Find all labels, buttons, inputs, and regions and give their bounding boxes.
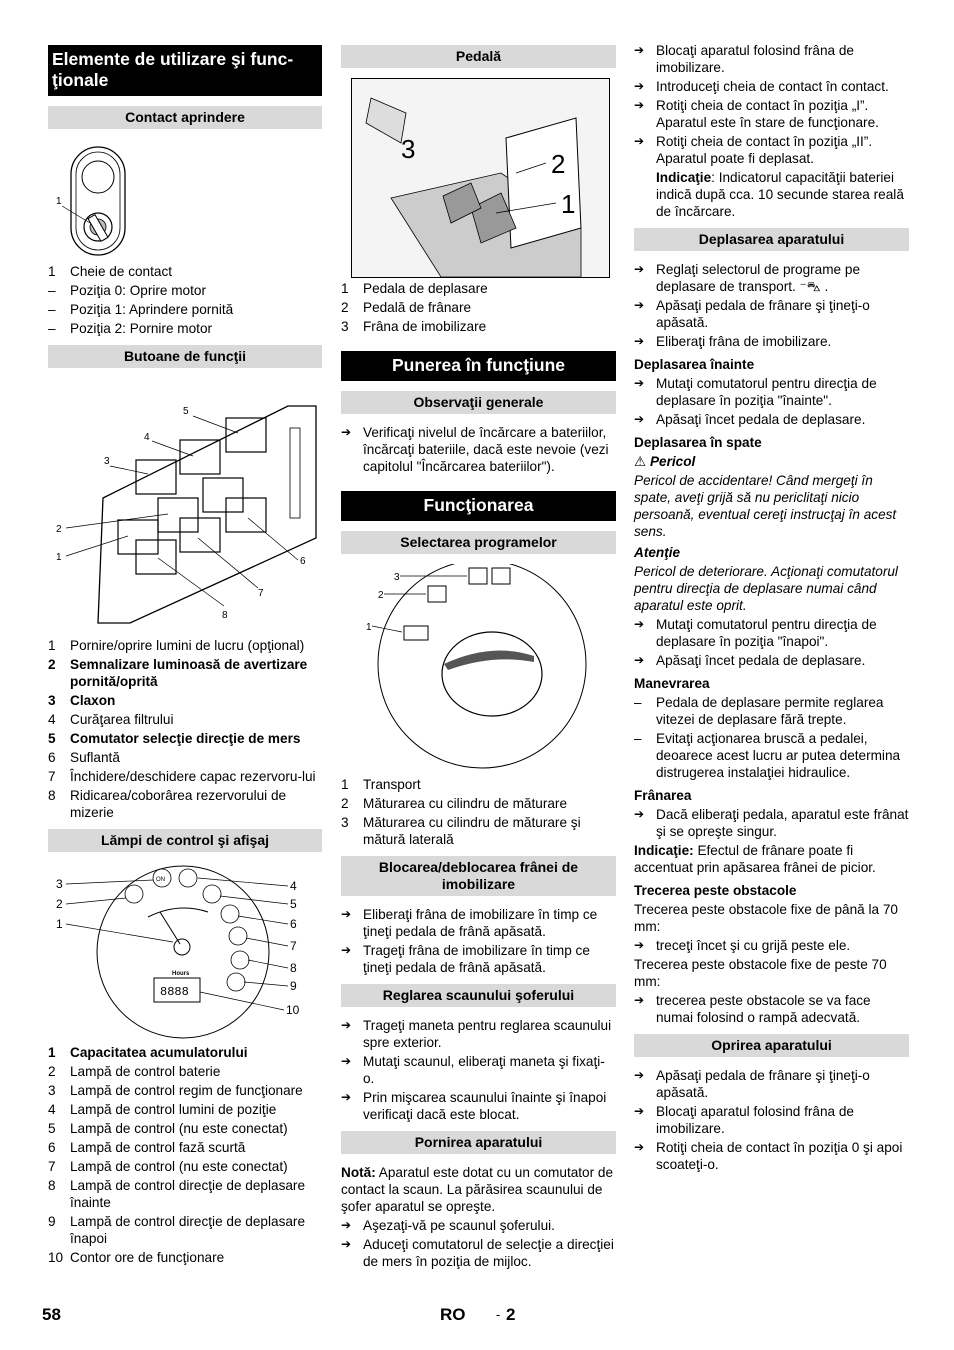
page-number: 58	[42, 1305, 61, 1324]
arrow-right-icon: ➔	[634, 298, 645, 312]
danger-label: ⚠ Pericol	[634, 454, 696, 469]
heading-general: Observaţii generale	[341, 391, 616, 414]
arrow-right-icon: ➔	[634, 1104, 645, 1118]
battery-gauge-arc	[148, 908, 208, 917]
callout-line-7	[246, 938, 288, 946]
callout-10: 10	[286, 1003, 300, 1017]
callout-1: 1	[56, 917, 63, 931]
lamp-reverse	[227, 973, 245, 991]
arrow-right-icon: ➔	[634, 376, 645, 390]
obstacle-text-2: Trecerea peste obstacole fixe de peste 70 mm:	[634, 957, 887, 989]
callout-6: 6	[300, 556, 306, 567]
arrow-right-icon: ➔	[634, 1068, 645, 1082]
obstacle-text-1: Trecerea peste obstacole fixe de până la 70 mm:	[634, 902, 898, 934]
legend-item: 8 Ridicarea/coborârea rezervorului de mizerie	[48, 788, 287, 820]
step-item: ➔ Rotiţi cheia de contact în poziţia „I”. Aparatul este în stare de funcţionare.	[634, 98, 879, 130]
step-item: ➔ Mutaţi comutatorul pentru direcţia de deplasare în poziţia "înapoi".	[634, 617, 877, 649]
selector-pointer	[444, 651, 534, 670]
legend-item: 6 Suflantă	[48, 750, 120, 765]
pedal-legend	[341, 280, 616, 335]
language-code: RO	[440, 1305, 466, 1324]
program-icon-sweep	[428, 586, 446, 602]
section-title-operation: Funcţionarea	[341, 491, 616, 521]
column-3	[634, 42, 909, 1175]
section-title-controls: Elemente de utilizare şi func-ţionale	[48, 45, 322, 96]
step-item: ➔ Reglaţi selectorul de programe pe deplasare de transport. ⁻⛍ .	[634, 262, 861, 294]
step-item: ➔ Verificaţi nivelul de încărcare a bateriilor, încărcaţi bateriile, dacă este nevoie (vezi capitolul "Încărcarea bateriilor").	[341, 425, 609, 474]
arrow-right-icon: ➔	[341, 907, 352, 921]
legend-item: 7 Lampă de control (nu este conectat)	[48, 1159, 288, 1174]
legend-item: 2 Măturarea cu cilindru de măturare	[341, 796, 567, 811]
step-item: ➔ Eliberaţi frâna de imobilizare în timp ce ţineţi pedala de frână apăsată.	[341, 907, 598, 939]
function-buttons-figure	[48, 378, 322, 633]
danger-text: Pericol de accidentare! Când mergeţi în spate, aveţi grijă să nu periclitaţi nicio persoană, eventual cereţi instrucţaj în acest sens.	[634, 473, 897, 539]
arrow-right-icon: ➔	[341, 425, 352, 439]
callout-line-8	[158, 558, 224, 606]
heading-lamps: Lămpi de control şi afişaj	[48, 829, 322, 852]
arrow-right-icon: ➔	[341, 1237, 352, 1251]
callout-line-6	[248, 518, 298, 560]
panel-button-blank	[203, 478, 243, 512]
legend-item: 3 Lampă de control regim de funcţionare	[48, 1083, 303, 1098]
callout-line-10	[200, 992, 284, 1010]
callout-3: 3	[401, 134, 416, 164]
subheading-braking: Frânarea	[634, 788, 692, 803]
legend-item: 7 Închidere/deschidere capac rezervoru-lui	[48, 769, 316, 784]
arrow-right-icon: ➔	[634, 98, 645, 112]
panel-button-2	[158, 498, 198, 532]
step-item: ➔ treceţi încet şi cu grijă peste ele.	[634, 938, 851, 953]
arrow-right-icon: ➔	[341, 1090, 352, 1104]
start-note-battery: Indicaţie: Indicatorul capacităţii bateriei indică după cca. 10 secunde starea reală de încărcare.	[656, 170, 904, 219]
legend-item: 10 Contor ore de funcţionare	[48, 1250, 225, 1265]
ignition-upper-circle	[82, 161, 114, 193]
step-item: ➔ Apăsaţi încet pedala de deplasare.	[634, 653, 866, 668]
selector-knob	[442, 632, 542, 716]
program-icon-sweep-side-b	[492, 568, 510, 584]
list-item: – Evitaţi acţionarea bruscă a pedalei, deoarece acest lucru ar putea determina distrugerea instalaţiei hidraulice.	[634, 731, 901, 780]
callout-1: 1	[561, 189, 576, 219]
program-selector-figure	[342, 564, 616, 774]
step-item: ➔ Apăsaţi încet pedala de deplasare.	[634, 412, 866, 427]
step-item: ➔ trecerea peste obstacole se va face numai folosind o rampă adecvată.	[634, 993, 871, 1025]
legend-item: 4 Curăţarea filtrului	[48, 712, 174, 727]
programs-legend	[341, 776, 616, 848]
gauge-needle	[160, 912, 180, 944]
heading-start: Pornirea aparatului	[341, 1131, 616, 1154]
legend-item: – Poziţia 1: Aprindere pornită	[48, 302, 234, 317]
panel-button-8	[136, 540, 176, 574]
footer-section-number: 2	[506, 1305, 516, 1324]
heading-seat: Reglarea scaunului şoferului	[341, 984, 616, 1007]
arrow-right-icon: ➔	[634, 653, 645, 667]
legend-item: 2 Semnalizare luminoasă de avertizare pornită/oprită	[48, 657, 308, 689]
callout-line-3	[66, 880, 153, 884]
step-item: ➔ Apăsaţi pedala de frânare şi ţineţi-o apăsată.	[634, 298, 870, 330]
heading-pedal: Pedală	[341, 45, 616, 68]
legend-item: 4 Lampă de control lumini de poziţie	[48, 1102, 277, 1117]
contact-legend	[48, 263, 322, 337]
program-icon-sweep-side-a	[469, 568, 487, 584]
panel-button-5	[226, 418, 266, 452]
callout-1: 1	[56, 552, 62, 563]
lamp-battery	[125, 885, 143, 903]
subheading-backward: Deplasarea în spate	[634, 435, 762, 450]
start-note: Notă: Aparatul este dotat cu un comutator de contact la scaun. La părăsirea scaunului de şofer aparatul se opreşte.	[341, 1165, 614, 1214]
callout-line-3	[110, 466, 148, 474]
arrow-right-icon: ➔	[341, 1054, 352, 1068]
heading-brake: Blocarea/deblocarea frânei de imobilizare	[341, 856, 616, 896]
step-item: ➔ Blocaţi aparatul folosind frâna de imobilizare.	[634, 43, 854, 75]
callout-9: 9	[290, 979, 297, 993]
lamp-7	[229, 927, 247, 945]
heading-contact: Contact aprindere	[48, 106, 322, 129]
section-title-startup: Punerea în funcţiune	[341, 351, 616, 381]
pedal-figure	[351, 78, 611, 278]
callout-2: 2	[56, 524, 62, 535]
callout-8: 8	[290, 961, 297, 975]
callout-line-7	[198, 538, 258, 588]
callout-line-2	[66, 898, 126, 904]
arrow-right-icon: ➔	[634, 79, 645, 93]
column-2	[341, 45, 616, 1272]
list-item: – Pedala de deplasare permite reglarea vitezei de deplasare fără trepte.	[634, 695, 884, 727]
braking-note: Indicaţie: Efectul de frânare poate fi accentuat prin apăsarea frânei de picior.	[634, 843, 876, 875]
legend-item: 9 Lampă de control direcţie de deplasare înapoi	[48, 1214, 306, 1246]
arrow-right-icon: ➔	[634, 412, 645, 426]
heading-move: Deplasarea aparatului	[634, 228, 909, 251]
arrow-right-icon: ➔	[341, 1018, 352, 1032]
callout-1: 1	[56, 196, 62, 207]
bar-indicator	[290, 428, 300, 518]
legend-item: 1 Pedala de deplasare	[341, 281, 488, 296]
footer-separator: -	[496, 1307, 501, 1322]
callout-3: 3	[56, 877, 63, 891]
step-item: ➔ Introduceţi cheia de contact în contact.	[634, 79, 889, 94]
column-1	[48, 45, 322, 1268]
panel-button-6	[226, 498, 266, 532]
legend-item: 5 Lampă de control (nu este conectat)	[48, 1121, 288, 1136]
legend-item: 1 Cheie de contact	[48, 264, 173, 279]
callout-2: 2	[377, 590, 384, 601]
step-item: ➔ Eliberaţi frâna de imobilizare.	[634, 334, 832, 349]
lamp-parking	[179, 869, 197, 887]
step-item: ➔ Rotiţi cheia de contact în poziţia „II”. Aparatul poate fi deplasat.	[634, 134, 873, 166]
callout-line-4	[152, 441, 193, 456]
legend-item: – Poziţia 2: Pornire motor	[48, 321, 213, 336]
arrow-right-icon: ➔	[634, 134, 645, 148]
lamp-low-beam	[221, 905, 239, 923]
subheading-obstacles: Trecerea peste obstacole	[634, 883, 797, 898]
arrow-right-icon: ➔	[341, 1218, 352, 1232]
arrow-right-icon: ➔	[634, 617, 645, 631]
callout-2: 2	[551, 149, 566, 179]
legend-item: 8 Lampă de control direcţie de deplasare înainte	[48, 1178, 306, 1210]
arrow-right-icon: ➔	[634, 807, 645, 821]
arrow-right-icon: ➔	[634, 43, 645, 57]
arrow-right-icon: ➔	[634, 262, 645, 276]
callout-5: 5	[183, 406, 189, 417]
callout-line-1	[66, 536, 128, 556]
step-item: ➔ Blocaţi aparatul folosind frâna de imobilizare.	[634, 1104, 854, 1136]
heading-programs: Selectarea programelor	[341, 531, 616, 554]
callout-6: 6	[290, 917, 297, 931]
legend-item: 3 Claxon	[48, 693, 116, 708]
callout-line-2	[66, 514, 168, 528]
caution-label: Atenţie	[634, 545, 681, 560]
legend-item: 3 Frâna de imobilizare	[341, 319, 487, 334]
lamp-on-label: ON	[156, 877, 165, 883]
step-item: ➔ Trageţi maneta pentru reglarea scaunului spre exterior.	[341, 1018, 612, 1050]
legend-item: 3 Măturarea cu cilindru de măturare şi mătură laterală	[341, 815, 581, 847]
arrow-right-icon: ➔	[634, 334, 645, 348]
lamp-forward	[231, 951, 249, 969]
gauge-hub	[174, 939, 190, 955]
step-item: ➔ Trageţi frâna de imobilizare în timp ce ţineţi pedala de frână apăsată.	[341, 943, 590, 975]
control-lamps-figure	[48, 862, 322, 1042]
callout-5: 5	[290, 897, 297, 911]
lamps-legend	[48, 1044, 322, 1266]
step-item: ➔ Aduceţi comutatorul de selecţie a direcţiei de mers în poziţia de mijloc.	[341, 1237, 614, 1269]
subheading-maneuver: Manevrarea	[634, 676, 710, 691]
step-item: ➔ Mutaţi comutatorul pentru direcţia de deplasare în poziţia "înainte".	[634, 376, 877, 408]
callout-line-9	[244, 982, 288, 986]
arrow-right-icon: ➔	[341, 943, 352, 957]
callout-1: 1	[365, 622, 372, 633]
steering-column	[506, 118, 581, 248]
heading-stop: Oprirea aparatului	[634, 1034, 909, 1057]
legend-item: 2 Lampă de control baterie	[48, 1064, 221, 1079]
legend-item: 5 Comutator selecţie direcţie de mers	[48, 731, 301, 746]
ignition-switch-figure	[48, 139, 322, 259]
callout-4: 4	[290, 879, 297, 893]
legend-item: – Poziţia 0: Oprire motor	[48, 283, 206, 298]
step-item: ➔ Aşezaţi-vă pe scaunul şoferului.	[341, 1218, 555, 1233]
callout-line-1	[66, 924, 173, 942]
selector-dial	[378, 564, 586, 768]
legend-item: 2 Pedală de frânare	[341, 300, 472, 315]
step-item: ➔ Rotiţi cheia de contact în poziţia 0 şi apoi scoateţi-o.	[634, 1140, 903, 1172]
callout-7: 7	[258, 588, 264, 599]
legend-item: 1 Capacitatea acumulatorului	[48, 1045, 248, 1060]
arrow-right-icon: ➔	[634, 938, 645, 952]
arrow-right-icon: ➔	[634, 1140, 645, 1154]
legend-item: 1 Transport	[341, 777, 421, 792]
step-item: ➔ Dacă eliberaţi pedala, aparatul este frânat şi se opreşte singur.	[634, 807, 909, 839]
callout-3: 3	[104, 456, 110, 467]
callout-4: 4	[144, 432, 150, 443]
buttons-legend	[48, 637, 322, 821]
legend-item: 6 Lampă de control fază scurtă	[48, 1140, 246, 1155]
callout-2: 2	[56, 897, 63, 911]
arrow-right-icon: ➔	[634, 993, 645, 1007]
caution-text: Pericol de deteriorare. Acţionaţi comutatorul pentru direcţia de deplasare numai când aparatul este oprit.	[634, 564, 898, 613]
callout-8: 8	[222, 610, 228, 621]
step-item: ➔ Apăsaţi pedala de frânare şi ţineţi-o apăsată.	[634, 1068, 870, 1100]
subheading-forward: Deplasarea înainte	[634, 357, 755, 372]
warning-triangle-icon: ⚠	[634, 454, 647, 469]
hours-label: Hours	[172, 971, 190, 977]
step-item: ➔ Prin mişcarea scaunului înainte şi înapoi verificaţi dacă este blocat.	[341, 1090, 607, 1122]
callout-line-6	[238, 916, 288, 924]
callout-3: 3	[393, 572, 400, 583]
step-item: ➔ Mutaţi scaunul, eliberaţi maneta şi fixaţi-o.	[341, 1054, 605, 1086]
callout-7: 7	[290, 939, 297, 953]
heading-buttons: Butoane de funcţii	[48, 345, 322, 368]
hour-counter-digits: 8888	[160, 985, 189, 999]
callout-line-1	[372, 626, 402, 632]
button-panel	[98, 406, 316, 623]
lamp-p	[203, 885, 221, 903]
program-icon-transport	[404, 626, 428, 640]
panel-button-7	[180, 518, 220, 552]
legend-item: 1 Pornire/oprire lumini de lucru (opţional)	[48, 638, 305, 653]
